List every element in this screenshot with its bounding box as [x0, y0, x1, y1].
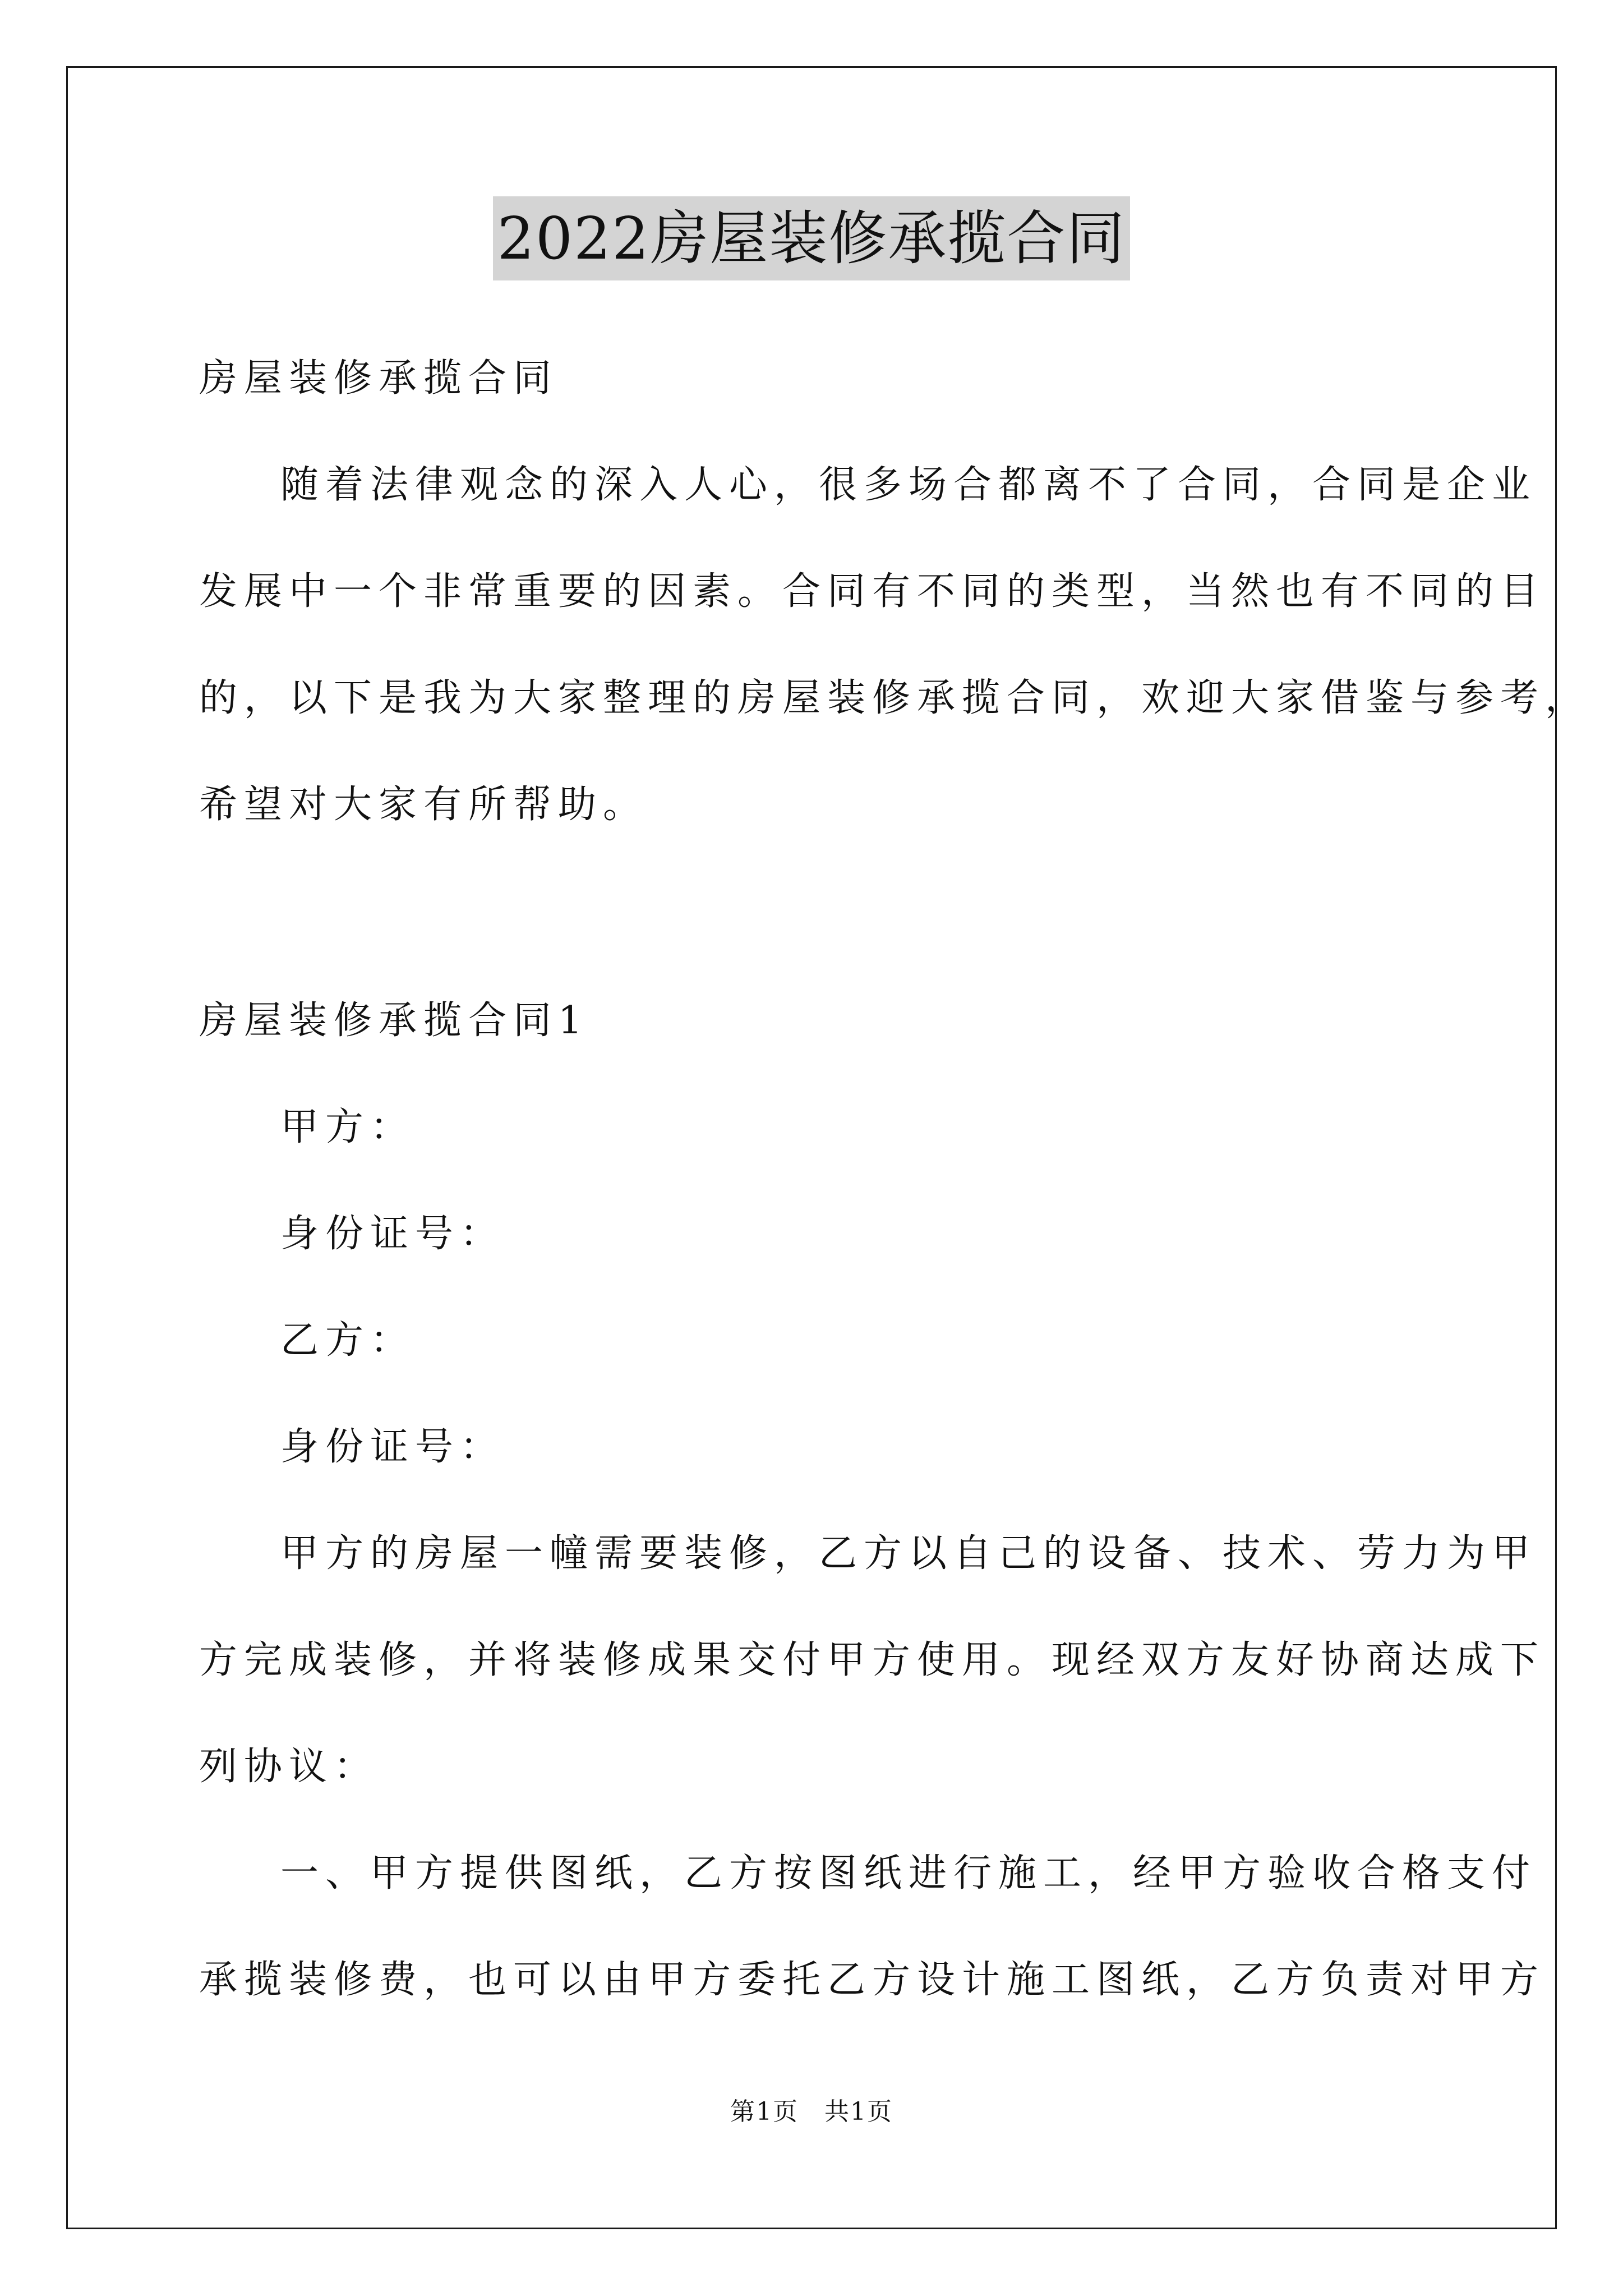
clause-line: 一、甲方提供图纸，乙方按图纸进行施工，经甲方验收合格支付 — [280, 1851, 1537, 1895]
intro-line: 发展中一个非常重要的因素。合同有不同的类型，当然也有不同的目 — [199, 569, 1546, 614]
party-b-id-label: 身份证号： — [280, 1425, 505, 1469]
party-a-id-label: 身份证号： — [280, 1212, 505, 1256]
paragraph-line: 方完成装修，并将装修成果交付甲方使用。现经双方友好协商达成下 — [199, 1638, 1546, 1682]
subtitle: 房屋装修承揽合同 — [199, 356, 559, 401]
intro-line: 随着法律观念的深入人心，很多场合都离不了合同，合同是企业 — [280, 463, 1537, 507]
document-title: 2022房屋装修承揽合同 — [493, 196, 1131, 280]
paragraph-line: 列协议： — [199, 1745, 379, 1789]
intro-line: 的，以下是我为大家整理的房屋装修承揽合同，欢迎大家借鉴与参考， — [199, 676, 1590, 720]
title-container — [0, 196, 1623, 280]
paragraph-line: 甲方的房屋一幢需要装修，乙方以自己的设备、技术、劳力为甲 — [280, 1531, 1537, 1576]
page-footer: 第1页 共1页 — [730, 2097, 893, 2126]
clause-line: 承揽装修费，也可以由甲方委托乙方设计施工图纸，乙方负责对甲方 — [199, 1958, 1546, 2002]
section-heading: 房屋装修承揽合同1 — [199, 999, 589, 1043]
party-a-label: 甲方： — [280, 1105, 416, 1149]
party-b-label: 乙方： — [280, 1318, 416, 1363]
intro-line: 希望对大家有所帮助。 — [199, 783, 648, 827]
